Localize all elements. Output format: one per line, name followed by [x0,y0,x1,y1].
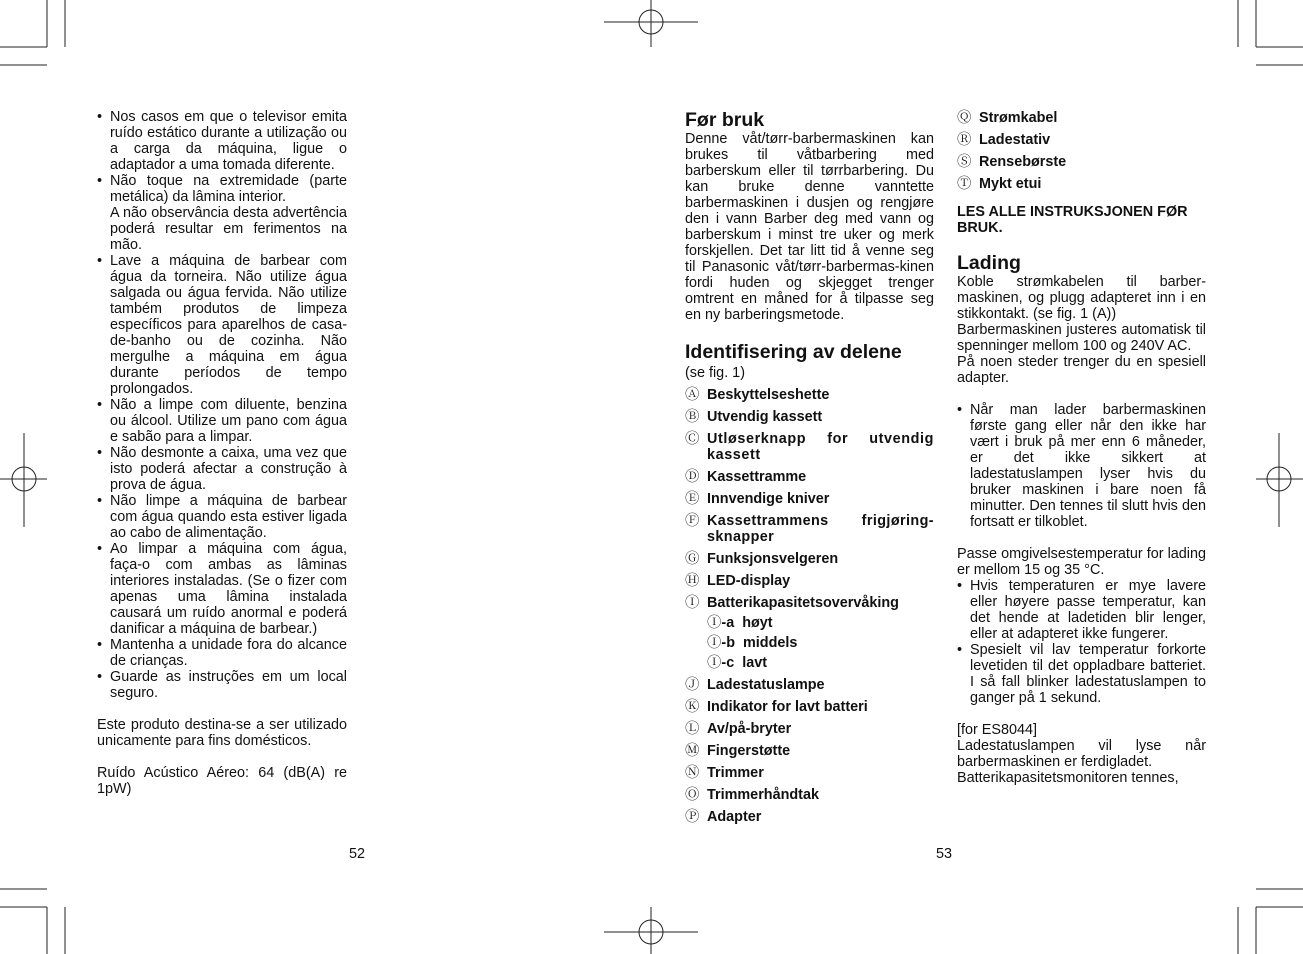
list-item: • Mantenha a unidade fora do alcance de crianças. [97,637,347,669]
list-item: • Lave a máquina de barbear com água da torneira. Não utilize água salgada ou água fervida. Não utilize também produtos de limpeza específicos para aparelhos de casa-de-banho ou de cozinha. Não mergulhe a máquina em água durante períodos de tempo prolongados. [97,253,347,397]
parts-list-continued [685,677,934,825]
safety-list [97,109,347,701]
domestic-use-note: Este produto destina-se a ser utilizado unicamente para fins domésticos. [97,717,347,749]
before-use-heading: Før bruk [685,109,765,131]
list-item: Ⓚ Indikator for lavt batteri [685,699,868,715]
battery-level-medium: Ⓘ-b middels [707,635,798,651]
list-item: Ⓜ Fingerstøtte [685,743,791,759]
list-item: Ⓡ Ladestativ [957,132,1051,148]
list-item: • Não limpe a máquina de barbear com água quando esta estiver ligada ao cabo de alimentação. [97,493,347,541]
list-item: Ⓣ Mykt etui [957,176,1042,192]
parts-list [685,387,934,611]
list-item: Ⓢ Rensebørste [957,154,1067,170]
charging-note-list [957,402,1206,530]
charging-paragraph-4: Ladestatuslampen vil lyse når barbermaskinen er ferdigladet. [957,738,1206,770]
list-item: Ⓐ Beskyttelseshette [685,387,830,403]
charging-heading: Lading [957,252,1021,274]
list-item: • Nos casos em que o televisor emita ruído estático durante a utilização ou a carga da máquina, ligue o adaptador a uma tomada diferente. [97,109,347,173]
parts-list-end [957,110,1206,192]
list-item: Ⓞ Trimmerhåndtak [685,787,819,803]
noise-note: Ruído Acústico Aéreo: 64 (dB(A) re 1pW) [97,765,347,797]
list-item: • Spesielt vil lav temperatur forkorte levetiden til det oppladbare batteriet. I så fall blinker ladestatuslampen to ganger på 1 sekund. [957,642,1206,706]
right-column-1 [685,109,934,825]
list-item: Ⓝ Trimmer [685,765,764,781]
list-item: Ⓠ Strømkabel [957,110,1058,126]
left-column [97,109,347,797]
list-item: Ⓟ Adapter [685,809,762,825]
battery-level-low: Ⓘ-c lavt [707,655,768,671]
list-item: • Når man lader barbermaskinen første gang eller når den ikke har vært i bruk på mer enn 6 måneder, er det ikke sikkert at ladestatuslampen lyser hvis du bruker maskinen i bare noen få minutter. Den tennes til slutt hvis den fortsatt er tilkoblet. [957,402,1206,530]
list-item: • Guarde as instruções em um local seguro. [97,669,347,701]
list-item: Ⓖ Funksjonsvelgeren [685,551,839,567]
list-item: Ⓒ Utløserknapp for utvendig kassett [685,431,934,463]
charging-paragraph-3: På noen steder trenger du en spesiell adapter. [957,354,1206,386]
list-item: Ⓕ Kassettrammens frigjøring-sknapper [685,513,934,545]
read-instructions-warning: LES ALLE INSTRUKSJONEN FØR BRUK. [957,204,1188,236]
list-item: • Não desmonte a caixa, uma vez que isto poderá afectar a construção à prova de água. [97,445,347,493]
charging-paragraph-2: Barbermaskinen justeres automatisk til spenninger mellom 100 og 240V AC. [957,322,1206,354]
list-item: • Não toque na extremidade (parte metálica) da lâmina interior. A não observância desta advertência poderá resultar em ferimentos na mão. [97,173,347,253]
temperature-list [957,578,1206,706]
list-item: Ⓙ Ladestatuslampe [685,677,825,693]
list-item: Ⓗ LED-display [685,573,791,589]
temperature-note: Passe omgivelsestemperatur for lading er mellom 15 og 35 °C. [957,546,1206,578]
list-item: • Hvis temperaturen er mye lavere eller høyere passe temperatur, kan det hende at ladetiden blir lenger, eller at adapteret ikke fungerer. [957,578,1206,642]
page-number-right: 53 [936,846,953,862]
right-column-2 [957,104,1206,786]
list-item: Ⓓ Kassettramme [685,469,807,485]
charging-paragraph-5: Batterikapasitetsmonitoren tennes, [957,770,1179,786]
before-use-text: Denne våt/tørr-barbermaskinen kan brukes til våtbarbering med barberskum eller til tørrbarbering. Du kan bruke denne vanntette barbermaskinen i dusjen og rengjøre den i vann Barber deg med vann og barberskum i minst tre uker og merk forskjellen. Det tar litt tid å venne seg til Panasonic våt/tørr-barbermas-kinen fordi huden og skjegget trenger omtrent en måned for å tilpasse seg en ny barberingsmetode. [685,131,934,323]
parts-figure-ref: (se fig. 1) [685,365,745,381]
list-item: Ⓘ Batterikapasitetsovervåking [685,595,899,611]
page-number-left: 52 [349,846,366,862]
list-item: Ⓑ Utvendig kassett [685,409,823,425]
battery-level-high: Ⓘ-a høyt [707,615,773,631]
list-item: Ⓛ Av/på-bryter [685,721,792,737]
model-note: [for ES8044] [957,722,1037,738]
parts-heading: Identifisering av delene [685,341,902,363]
warning-note: A não observância desta advertência poderá resultar em ferimentos na mão. [110,205,347,253]
list-item: • Ao limpar a máquina com água, faça-o com ambas as lâminas interiores instaladas. (Se o fizer com apenas uma lâmina instalada causará um ruído anormal e poderá danificar a máquina de barbear.) [97,541,347,637]
charging-paragraph-1: Koble strømkabelen til barber-maskinen, og plugg adapteret inn i en stikkontakt. (se fig. 1 (A)) [957,274,1206,322]
list-item: • Não a limpe com diluente, benzina ou álcool. Utilize um pano com água e sabão para a limpar. [97,397,347,445]
list-item: Ⓔ Innvendige kniver [685,491,830,507]
